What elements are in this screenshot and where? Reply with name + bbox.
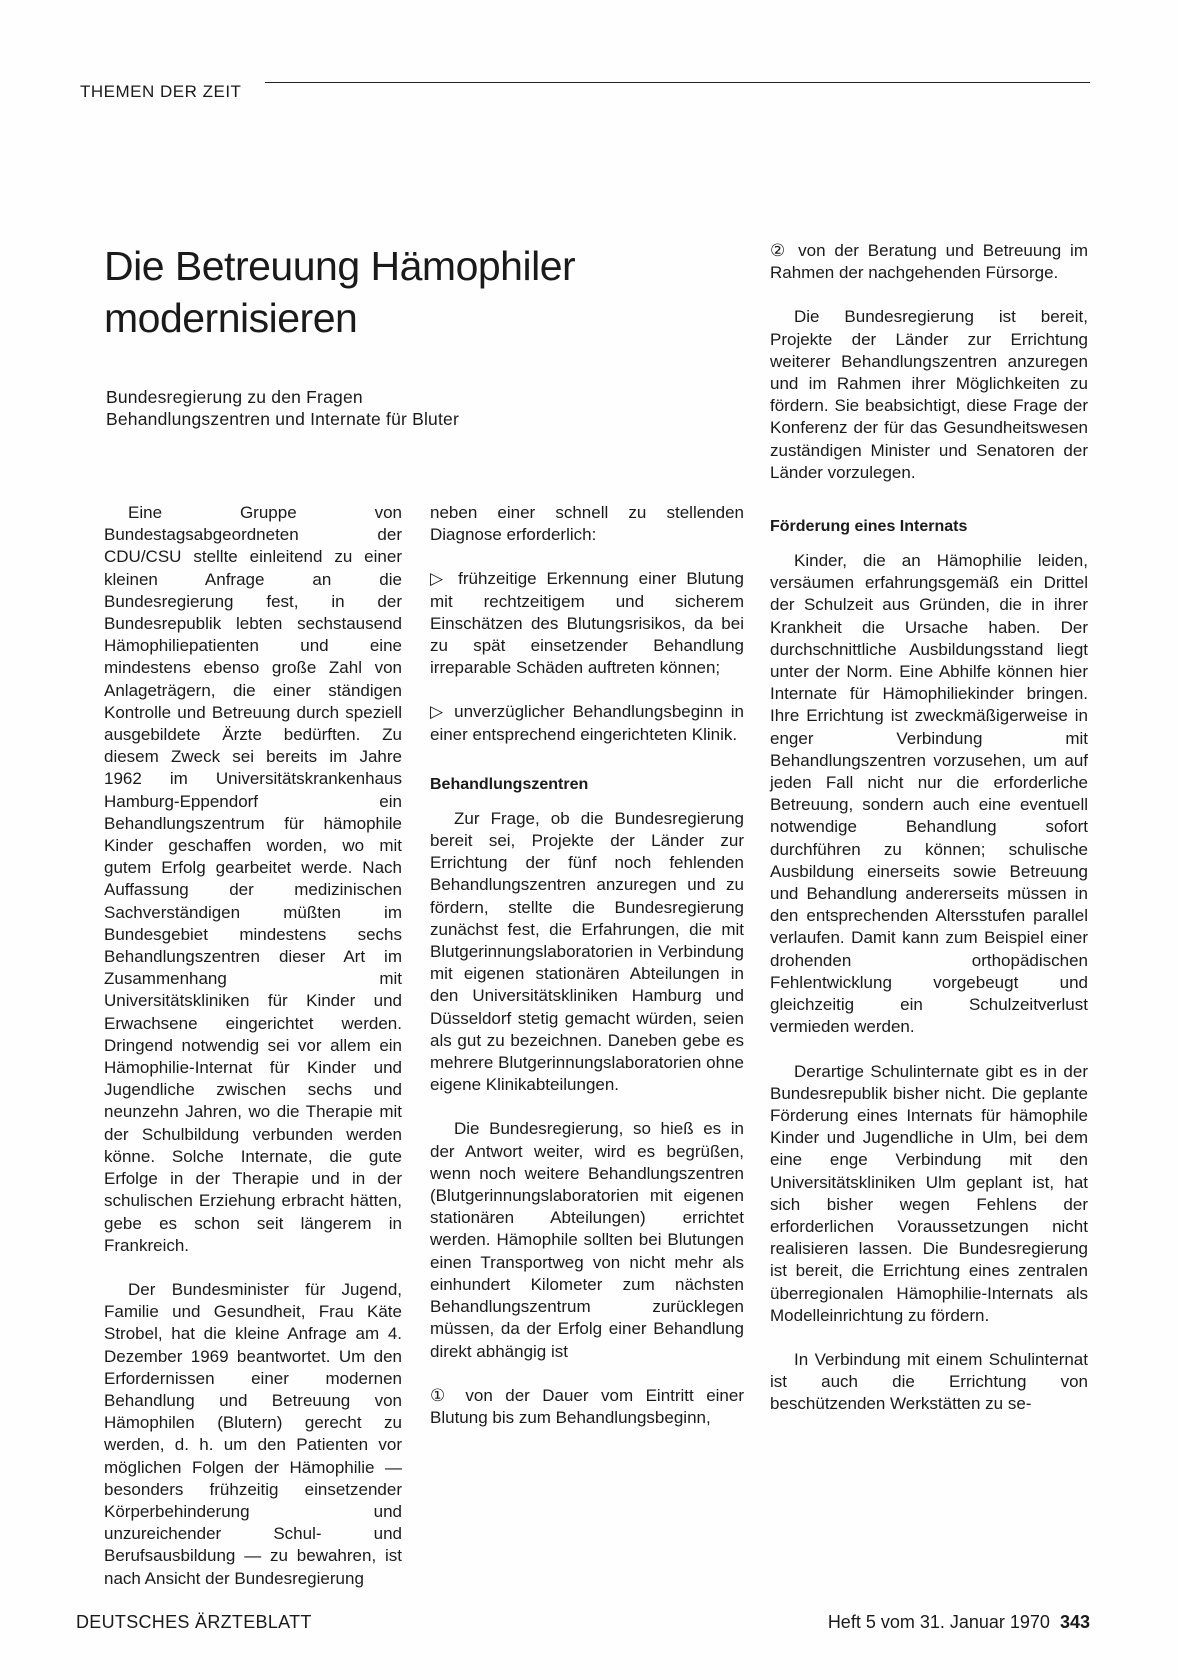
subtitle-line-1: Bundesregierung zu den Fragen (106, 387, 363, 407)
footer-issue (828, 1612, 1090, 1633)
circled-two-icon: ② (770, 241, 790, 260)
item-text: von der Dauer vom Eintritt einer Blutung bis zum Behandlungsbeginn, (430, 1385, 744, 1427)
paragraph: Die Bundesregierung ist bereit, Projekte der Länder zur Errichtung weiterer Behandlungszentren anzuregen und im Rahmen ihrer Möglichkeiten zu fördern. Sie beabsichtigt, diese Frage der Konferenz der für das Gesundheitswesen zuständigen Minister und Senatoren der Länder vorzulegen. (770, 307, 1088, 482)
article-subtitle (106, 386, 666, 430)
section-label: THEMEN DER ZEIT (80, 82, 242, 101)
section-heading: Förderung eines Internats (770, 518, 968, 536)
title-line-2: modernisieren (104, 295, 358, 341)
header-rule (265, 82, 1090, 83)
footer-journal: DEUTSCHES ÄRZTEBLATT (76, 1612, 312, 1632)
running-header (80, 78, 1090, 108)
issue-date: Heft 5 vom 31. Januar 1970 (827, 1612, 1050, 1632)
paragraph: Derartige Schulinternate gibt es in der Bundesrepublik bisher nicht. Die geplante Förderung eines Internats für hämophile Kinder und Jugendliche in Ulm, bei dem eine enge Verbindung mit den Universitätskliniken Ulm geplant ist, hat sich bisher wegen Fehlens der erforderlichen Voraussetzungen nicht realisieren lassen. Die Bundesregierung ist bereit, die Errichtung eines zentralen überregionalen Hämophilie-Internats als Modelleinrichtung zu fördern. (770, 1061, 1088, 1325)
triangle-bullet-icon: ▷ (430, 569, 449, 589)
bullet-item (430, 701, 744, 745)
section-heading: Behandlungszentren (430, 775, 589, 793)
column-1 (104, 502, 402, 1590)
bullet-text: frühzeitige Erkennung einer Blutung mit rechtzeitigem und sicherem Einschätzen des Blutungsrisikos, da bei zu spät einsetzender Behandlung irreparable Schäden auftreten können; (430, 569, 744, 678)
circled-one-icon: ① (430, 1385, 453, 1405)
subtitle-line-2: Behandlungszentren und Internate für Bluter (106, 409, 460, 429)
numbered-item (770, 240, 1088, 284)
paragraph: neben einer schnell zu stellenden Diagnose erforderlich: (430, 503, 744, 545)
column-3 (770, 240, 1088, 1416)
paragraph: Eine Gruppe von Bundestagsabgeordneten der CDU/CSU stellte einleitend zu einer kleinen Anfrage an die Bundesregierung fest, in der Bundesrepublik lebten sechstausend Hämophiliepatienten und eine mindestens ebenso große Zahl von Anlageträgern, die einer ständigen Kontrolle und Betreuung durch speziell ausgebildete Ärzte bedürften. Zu diesem Zweck sei bereits im Jahre 1962 im Universitätskrankenhaus Hamburg-Eppendorf ein Behandlungszentrum für hämophile Kinder geschaffen worden, wo mit gutem Erfolg gearbeitet werde. Nach Auffassung der medizinischen Sachverständigen müßten im Bundesgebiet mindestens sechs Behandlungszentren dieser Art im Zusammenhang mit Universitätskliniken für Kinder und Erwachsene eingerichtet werden. Dringend notwendig sei vor allem ein Hämophilie-Internat für Kinder und Jugendliche zwischen sechs und neunzehn Jahren, wo die Therapie mit der Schulbildung verbunden werden könne. Solche Internate, die gute Erfolge in der Therapie und in der schulischen Erziehung erbracht hätten, gebe es schon seit längerem in Frankreich. (104, 503, 402, 1255)
title-line-1: Die Betreuung Hämophiler (104, 243, 576, 289)
bullet-item (430, 568, 744, 679)
item-text: von der Beratung und Betreuung im Rahmen der nachgehenden Fürsorge. (770, 241, 1088, 283)
paragraph: Der Bundesminister für Jugend, Familie und Gesundheit, Frau Käte Strobel, hat die kleine Anfrage am 4. Dezember 1969 beantwortet. Um den Erfordernissen einer modernen Behandlung und Betreuung von Hämophilen (Blutern) gerecht zu werden, d. h. um den Patienten vor möglichen Folgen der Hämophilie — besonders frühzeitig einsetzender Körperbehinderung und unzureichender Schul- und Berufsausbildung — zu bewahren, ist nach Ansicht der Bundesregierung (104, 1279, 402, 1588)
paragraph: Zur Frage, ob die Bundesregierung bereit sei, Projekte der Länder zur Errichtung der fünf noch fehlenden Behandlungszentren anzuregen und zu fördern, stellte die Bundesregierung zunächst fest, die Erfahrungen, die mit Blutgerinnungslaboratorien in Verbindung mit eigenen stationären Abteilungen in den Universitätskliniken Hamburg und Düsseldorf stetig gemacht würden, seien als gut zu bezeichnen. Daneben gebe es mehrere Blutgerinnungslaboratorien ohne eigene Klinikabteilungen. (430, 808, 744, 1095)
bullet-text: unverzüglicher Behandlungsbeginn in einer entsprechend eingerichteten Klinik. (430, 702, 744, 744)
triangle-bullet-icon: ▷ (430, 702, 447, 722)
column-2 (430, 502, 744, 1429)
numbered-item (430, 1385, 744, 1429)
article-title (104, 240, 684, 344)
paragraph: Die Bundesregierung, so hieß es in der Antwort weiter, wird es begrüßen, wenn noch weitere Behandlungszentren (Blutgerinnungslaboratorien mit eigenen stationären Abteilungen) errichtet werden. Hämophile sollten bei Blutungen einen Transportweg von nicht mehr als einhundert Kilometer zum nächsten Behandlungszentrum zurücklegen müssen, da der Erfolg einer Behandlung direkt abhängig ist (430, 1119, 744, 1361)
paragraph: Kinder, die an Hämophilie leiden, versäumen erfahrungsgemäß ein Drittel der Schulzeit aus Gründen, die in ihrer Krankheit die Ursache haben. Der durchschnittliche Ausbildungsstand liegt unter der Norm. Eine Abhilfe können hier Internate für Hämophiliekinder bringen. Ihre Errichtung ist zweckmäßigerweise in enger Verbindung mit Behandlungszentren vorzusehen, um auf jeden Fall nicht nur die erforderliche Betreuung, sondern auch eine eventuell notwendige Behandlung sofort durchführen zu können; schulische Ausbildung einerseits sowie Betreuung und Behandlung andererseits müssen in den entsprechenden Altersstufen parallel verlaufen. Damit kann zum Beispiel einer drohenden orthopädischen Fehlentwicklung vorgebeugt und gleichzeitig ein Schulzeitverlust vermieden werden. (770, 551, 1088, 1037)
paragraph: In Verbindung mit einem Schulinternat ist auch die Errichtung von beschützenden Werkstätten zu se- (770, 1349, 1088, 1414)
page-number: 343 (1059, 1612, 1090, 1632)
